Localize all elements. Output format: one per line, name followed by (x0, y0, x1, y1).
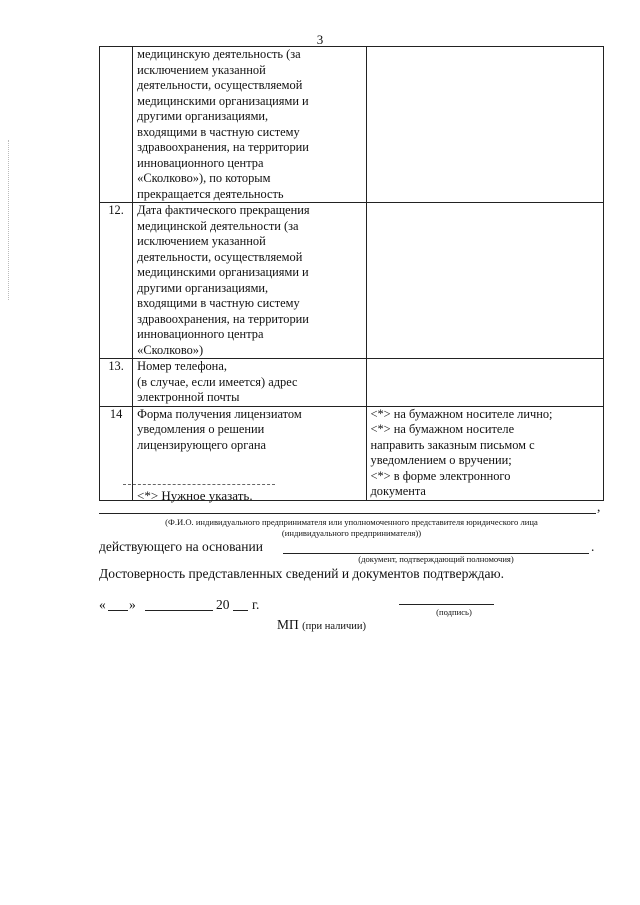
row-label: Номер телефона, (в случае, если имеется) адрес электронной почты (133, 359, 366, 407)
signature-caption: (подпись) (436, 607, 472, 617)
signature-line[interactable] (399, 604, 494, 605)
footnote-divider (123, 484, 275, 485)
name-line[interactable] (99, 513, 596, 514)
acting-label: действующего на основании (99, 539, 263, 554)
row-label: Дата фактического прекращения медицинской деятельности (за исключением указанной деятельности, осуществляемой медицинскими организациями и другими организациями, входящими в частную систему здравоохранения, на территории инновационного центра «Сколково») (133, 203, 366, 359)
date-close-quote: » (129, 597, 136, 612)
table-row (100, 47, 604, 203)
row-number: 12. (100, 203, 133, 359)
confirmation-text: Достоверность представленных сведений и документов подтверждаю. (99, 566, 504, 581)
scan-margin-marks (8, 140, 11, 300)
stamp-label (277, 617, 366, 633)
date-open-quote: « (99, 597, 106, 612)
row-value[interactable] (366, 47, 604, 203)
row-number (100, 47, 133, 203)
row-number: 13. (100, 359, 133, 407)
row-label: Форма получения лицензиатом уведомления о решении лицензирующего органа (133, 406, 366, 500)
date-day-line[interactable] (108, 610, 128, 611)
row-number: 14 (100, 406, 133, 500)
table-row (100, 406, 604, 500)
acting-caption: (документ, подтверждающий полномочия) (358, 554, 514, 564)
date-year-prefix: 20 (216, 597, 230, 612)
date-month-line[interactable] (145, 610, 213, 611)
name-caption: (Ф.И.О. индивидуального предпринимателя или уполномоченного представителя юридического лица (индивидуального предпринимателя)) (165, 517, 538, 538)
footnote: <*> Нужное указать. (137, 488, 253, 503)
delivery-options[interactable]: <*> на бумажном носителе лично; <*> на бумажном носителе направить заказным письмом с уведомлением о вручении; <*> в форме электронного документа (366, 406, 604, 500)
row-label: медицинскую деятельность (за исключением указанной деятельности, осуществляемой медицинскими организациями и другими организациями, входящими в частную систему здравоохранения, на территории инновационного центра «Сколково»), по которым прекращается деятельность (133, 47, 366, 203)
row-value[interactable] (366, 203, 604, 359)
stamp-note: (при наличии) (302, 621, 366, 632)
stamp-mark: МП (277, 617, 299, 632)
table-row (100, 359, 604, 407)
table-row (100, 203, 604, 359)
date-year-suffix: г. (252, 597, 260, 612)
row-value[interactable] (366, 359, 604, 407)
name-line-comma: , (597, 499, 601, 514)
page-number: 3 (316, 32, 324, 47)
date-year-line[interactable] (233, 610, 248, 611)
acting-period: . (591, 539, 595, 554)
form-table (99, 46, 604, 501)
